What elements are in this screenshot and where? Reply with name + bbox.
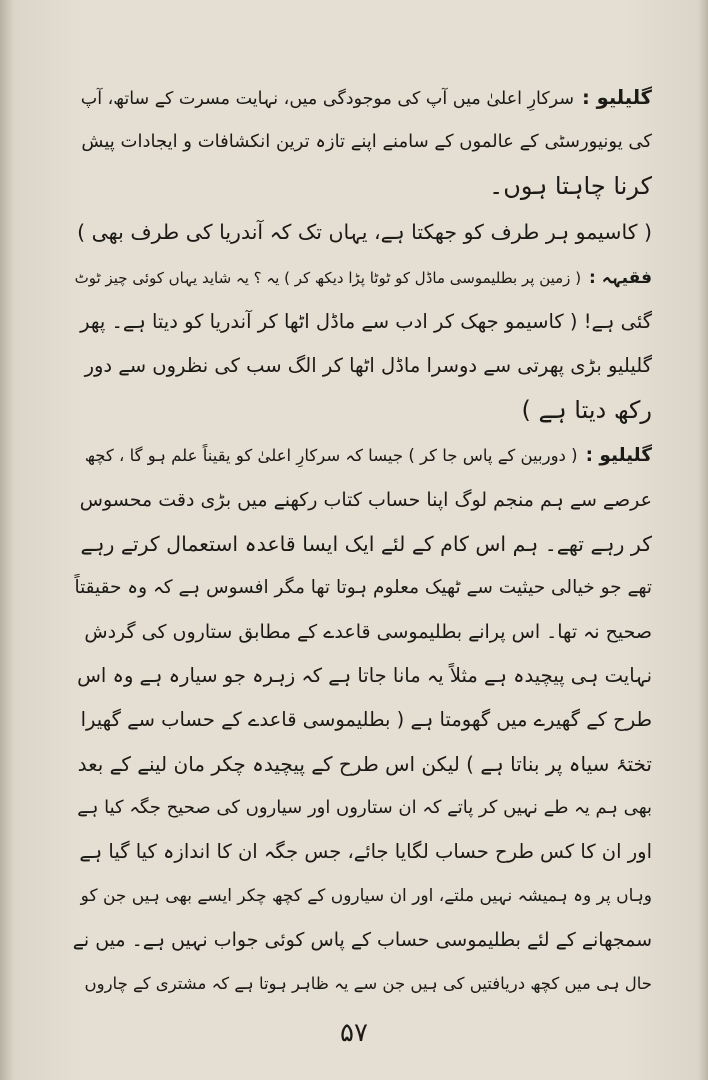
line-text: عرصے سے ہم منجم لوگ اپنا حساب کتاب رکھنے میں بڑی دقت محسوس xyxy=(79,489,652,511)
line-text: ( زمین پر بطلیموسی ماڈل کو ٹوٹا پڑا دیکھ کر ) یہ ؟ یہ شاید یہاں کوئی چیز ٹوٹ xyxy=(74,269,582,287)
scan-edge-shadow-left xyxy=(0,0,14,1080)
text-line xyxy=(72,166,652,206)
text-line xyxy=(72,524,652,564)
scan-edge-shadow-right xyxy=(698,0,708,1080)
line-text: طرح کے گھیرے میں گھومتا ہے ( بطلیموسی قاعدے کے حساب سے گھیرا xyxy=(80,708,652,731)
page-number: ۵۷ xyxy=(340,1018,368,1048)
line-text: سمجھانے کے لئے بطلیموسی حساب کے پاس کوئی جواب نہیں ہے۔ میں نے xyxy=(72,929,652,951)
line-text: حال ہی میں کچھ دریافتیں کی ہیں جن سے یہ ظاہر ہوتا ہے کہ مشتری کے چاروں xyxy=(84,974,652,993)
line-text: وہاں پر وہ ہمیشہ نہیں ملتے، اور ان سیاروں کے کچھ چکر ایسے بھی ہیں جن کو xyxy=(80,886,652,906)
line-text: سرکارِ اعلیٰ میں آپ کی موجودگی میں، نہایت مسرت کے ساتھ، آپ xyxy=(80,89,574,109)
line-text: تھے جو خیالی حیثیت سے ٹھیک معلوم ہوتا تھا مگر افسوس ہے کہ وہ حقیقتاً xyxy=(74,577,652,598)
line-text: بھی ہم یہ طے نہیں کر پاتے کہ ان ستاروں اور سیاروں کی صحیح جگہ کیا ہے xyxy=(77,797,652,818)
line-text: تختۂ سیاہ پر بناتا ہے ) لیکن اس طرح کے پیچیدہ چکر مان لینے کے بعد xyxy=(77,752,652,776)
text-line xyxy=(72,876,652,916)
text-line xyxy=(72,390,652,430)
line-text: گئی ہے! ( کاسیمو جھک کر ادب سے ماڈل اٹھا کر آندریا کو دیتا ہے۔ پھر xyxy=(80,310,652,333)
text-line xyxy=(72,302,652,342)
line-text: کرنا چاہتا ہوں۔ xyxy=(489,172,652,200)
line-text: رکھ دیتا ہے ) xyxy=(521,396,652,424)
text-line xyxy=(72,832,652,872)
speaker-name: گلیلیو : xyxy=(585,445,652,466)
text-line xyxy=(72,258,652,298)
text-line xyxy=(72,700,652,740)
text-line xyxy=(72,964,652,1004)
text-line xyxy=(72,436,652,476)
line-text: گلیلیو بڑی پھرتی سے دوسرا ماڈل اٹھا کر الگ سب کی نظروں سے دور xyxy=(84,354,652,377)
text-line xyxy=(72,568,652,608)
line-text: کر رہے تھے۔ ہم اس کام کے لئے ایک ایسا قاعدہ استعمال کرتے رہے xyxy=(80,532,652,556)
speaker-name: فقیہہ : xyxy=(589,268,652,288)
text-line xyxy=(72,788,652,828)
text-line xyxy=(72,656,652,696)
text-line xyxy=(72,78,652,118)
line-text: ( کاسیمو ہر طرف کو جھکتا ہے، یہاں تک کہ آندریا کی طرف بھی ) xyxy=(77,220,652,244)
line-text: ( دوربین کے پاس جا کر ) جیسا کہ سرکارِ اعلیٰ کو یقیناً علم ہو گا ، کچھ xyxy=(84,446,578,465)
text-line xyxy=(72,744,652,784)
text-line xyxy=(72,612,652,652)
stage-direction xyxy=(72,212,652,252)
text-line xyxy=(72,920,652,960)
line-text: اور ان کا کس طرح حساب لگایا جائے، جس جگہ ان کا اندازہ کیا گیا ہے xyxy=(79,840,652,863)
text-line xyxy=(72,346,652,386)
line-text: نہایت ہی پیچیدہ ہے مثلاً یہ مانا جاتا ہے کہ زہرہ جو سیارہ ہے وہ اس xyxy=(77,664,652,687)
speaker-name: گلیلیو : xyxy=(582,86,652,109)
text-line xyxy=(72,480,652,520)
text-line xyxy=(72,122,652,162)
line-text: کی یونیورسٹی کے عالموں کے سامنے اپنے تازہ ترین انکشافات و ایجادات پیش xyxy=(81,131,652,152)
line-text: صحیح نہ تھا۔ اس پرانے بطلیموسی قاعدے کے مطابق ستاروں کی گردش xyxy=(84,621,652,643)
